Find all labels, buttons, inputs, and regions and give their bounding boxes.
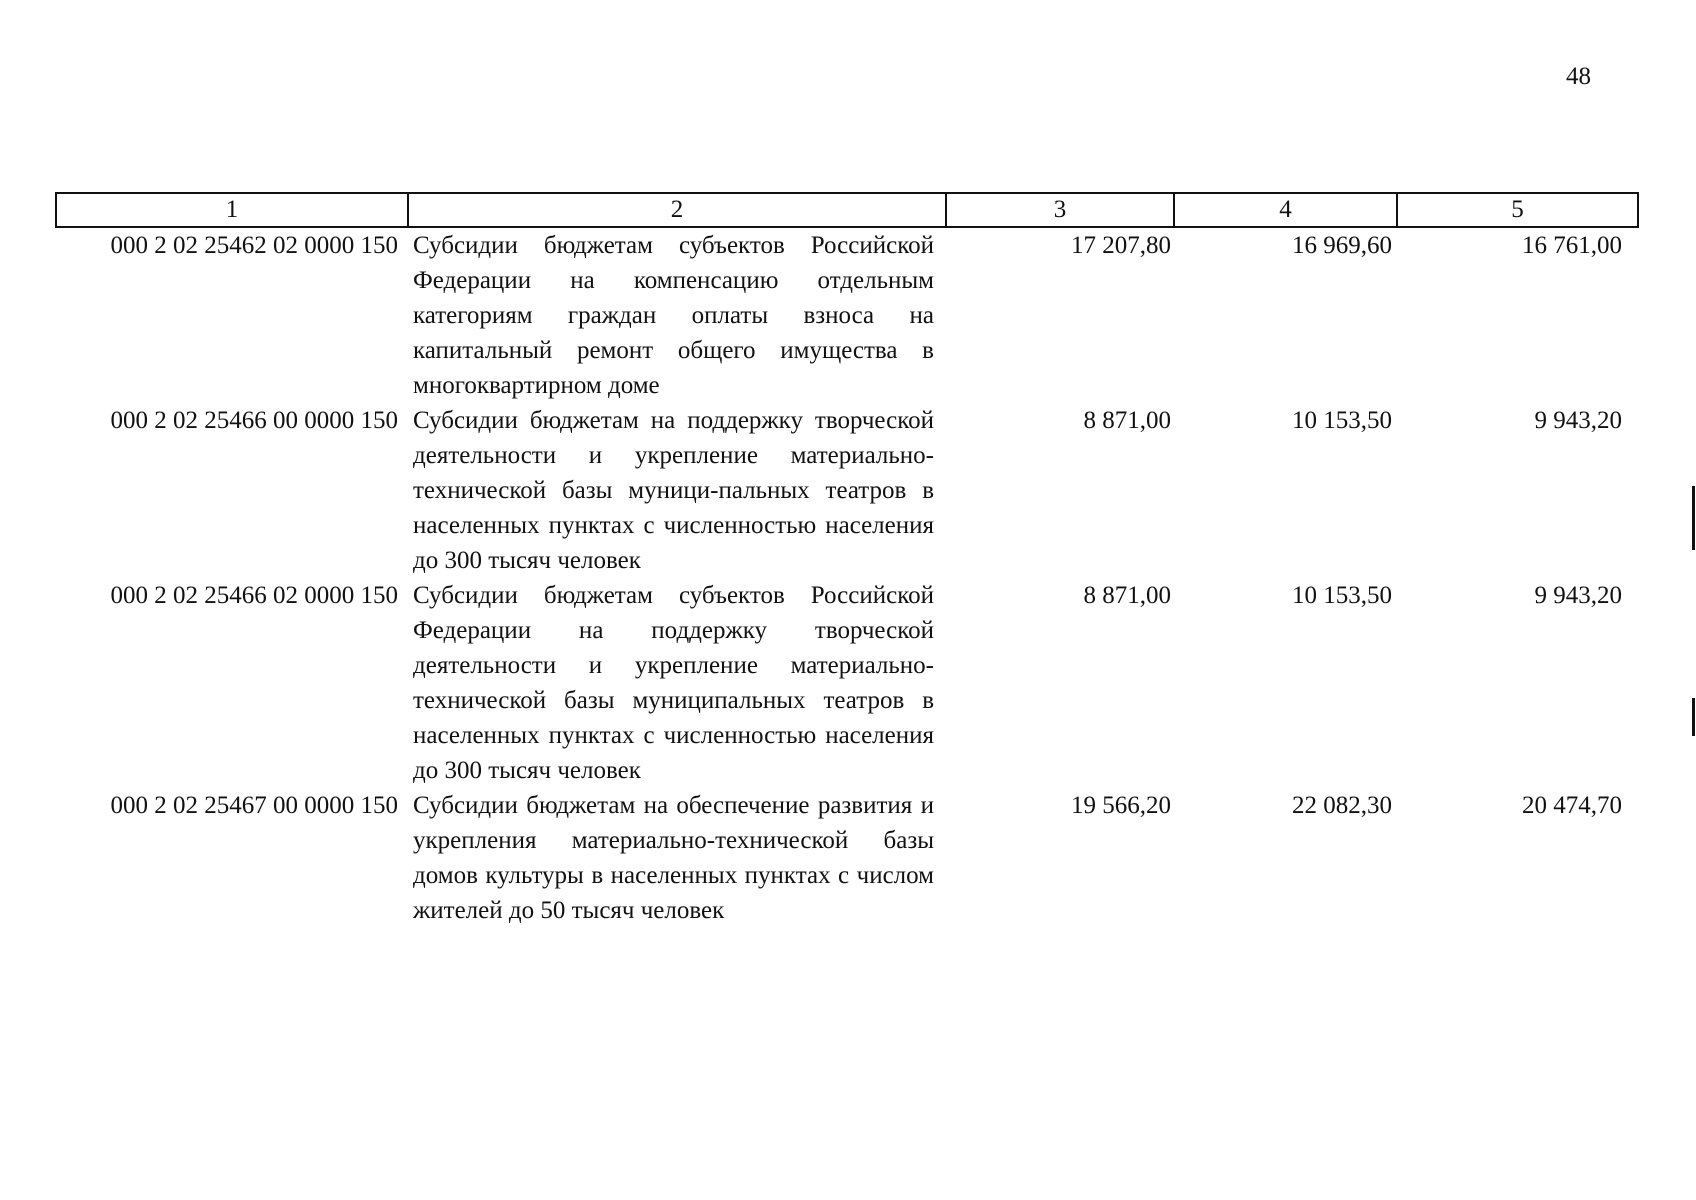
value-col-4: 22 082,30 xyxy=(1292,792,1392,819)
value-col-3: 19 566,20 xyxy=(1071,792,1171,819)
header-row xyxy=(56,193,1638,227)
column-header-4: 4 xyxy=(1174,193,1397,227)
budget-code: 000 2 02 25467 00 0000 150 xyxy=(110,792,398,819)
value-col-3: 8 871,00 xyxy=(1083,407,1171,434)
table-body xyxy=(56,227,1638,928)
table-header xyxy=(56,193,1638,227)
budget-table xyxy=(55,192,1639,928)
column-header-2: 2 xyxy=(408,193,946,227)
value-col-5: 16 761,00 xyxy=(1522,232,1622,259)
scan-edge-mark xyxy=(1692,486,1695,518)
value-col-4: 10 153,50 xyxy=(1292,407,1392,434)
table-row xyxy=(56,403,1638,578)
column-header-3: 3 xyxy=(946,193,1174,227)
scan-edge-mark xyxy=(1692,518,1695,550)
value-col-3: 17 207,80 xyxy=(1071,232,1171,259)
scan-edge-mark xyxy=(1692,698,1695,736)
table-row xyxy=(56,578,1638,788)
row-description: Субсидии бюджетам на поддержку творческой деятельности и укрепление материально-технической базы муници-пальных театров в населенных пунктах с численностью населения до 300 тысяч человек xyxy=(413,407,934,574)
value-col-3: 8 871,00 xyxy=(1083,582,1171,609)
value-col-5: 9 943,20 xyxy=(1534,582,1622,609)
value-col-5: 20 474,70 xyxy=(1522,792,1622,819)
value-col-5: 9 943,20 xyxy=(1534,407,1622,434)
row-description: Субсидии бюджетам субъектов Российской Федерации на компенсацию отдельным категориям граждан оплаты взноса на капитальный ремонт общего имущества в многоквартирном доме xyxy=(413,232,934,399)
column-header-5: 5 xyxy=(1397,193,1638,227)
row-description: Субсидии бюджетам на обеспечение развития и укрепления материально-технической базы домов культуры в населенных пунктах с числом жителей до 50 тысяч человек xyxy=(413,792,934,924)
budget-code: 000 2 02 25466 00 0000 150 xyxy=(110,407,398,434)
page-number: 48 xyxy=(1566,63,1591,90)
value-col-4: 16 969,60 xyxy=(1292,232,1392,259)
row-description: Субсидии бюджетам субъектов Российской Федерации на поддержку творческой деятельности и укрепление материально-технической базы муниципальных театров в населенных пунктах с численностью населения до 300 тысяч человек xyxy=(413,582,934,784)
budget-code: 000 2 02 25466 02 0000 150 xyxy=(110,582,398,609)
budget-code: 000 2 02 25462 02 0000 150 xyxy=(110,232,398,259)
table-row xyxy=(56,788,1638,928)
column-header-1: 1 xyxy=(56,193,408,227)
table-row xyxy=(56,227,1638,403)
value-col-4: 10 153,50 xyxy=(1292,582,1392,609)
